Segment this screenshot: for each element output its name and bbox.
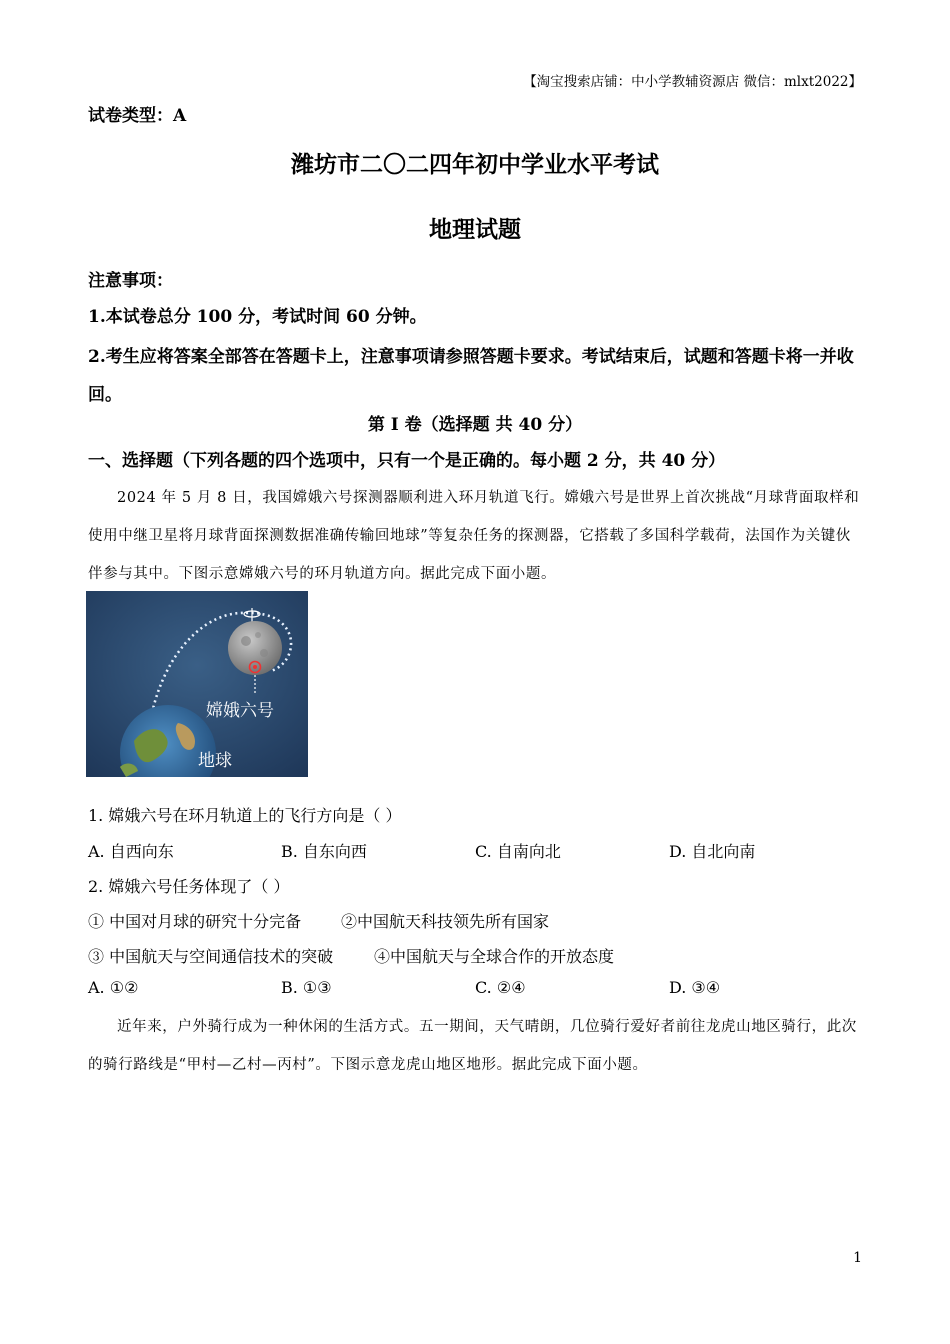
part-title: 第 I 卷（选择题 共 40 分）: [367, 415, 583, 435]
header-note: 【淘宝搜索店铺：中小学教辅资源店 微信：mlxt2022】: [523, 74, 862, 90]
notice-item-2: 2.考生应将答案全部答在答题卡上，注意事项请参照答题卡要求。考试结束后，试题和答题卡将一并收回。: [88, 347, 854, 405]
question-1-option-a: A. 自西向东: [88, 842, 174, 861]
orbit-illustration: [86, 591, 308, 777]
passage-1: 2024 年 5 月 8 日，我国嫦娥六号探测器顺利进入环月轨道飞行。嫦娥六号是世界上首次挑战“月球背面取样和使用中继卫星将月球背面探测数据准确传输回地球”等复杂任务的探测器，它搭载了多国科学载荷，法国作为关键伙伴参与其中。下图示意嫦娥六号的环月轨道方向。据此完成下面小题。: [88, 490, 860, 582]
question-2-option-a: A. ①②: [88, 978, 139, 997]
question-2-statement-1: ① 中国对月球的研究十分完备: [88, 912, 302, 931]
question-2-option-c: C. ②④: [475, 978, 526, 997]
question-1-option-d: D. 自北向南: [669, 842, 756, 861]
section-title: 一、选择题（下列各题的四个选项中，只有一个是正确的。每小题 2 分，共 40 分）: [88, 451, 726, 471]
earth-label: 地球: [198, 751, 232, 770]
notice-item-1: 1.本试卷总分 100 分，考试时间 60 分钟。: [88, 307, 427, 327]
probe-label: 嫦娥六号: [206, 701, 274, 720]
question-2-stem: 2. 嫦娥六号任务体现了（ ）: [88, 877, 290, 896]
page-number: 1: [853, 1250, 862, 1266]
question-2-option-b: B. ①③: [281, 978, 332, 997]
question-2-statement-3: ③ 中国航天与空间通信技术的突破: [88, 947, 334, 966]
question-2-statement-2: ②中国航天科技领先所有国家: [341, 912, 550, 931]
question-1-option-b: B. 自东向西: [281, 842, 367, 861]
orbit-figure: [86, 591, 308, 777]
subject-title: 地理试题: [429, 216, 521, 243]
question-2-option-d: D. ③④: [669, 978, 721, 997]
paper-type: 试卷类型：A: [88, 106, 187, 126]
exam-title: 潍坊市二〇二四年初中学业水平考试: [291, 151, 659, 178]
notice-heading: 注意事项：: [88, 271, 173, 291]
question-2-statement-4: ④中国航天与全球合作的开放态度: [374, 947, 615, 966]
question-1-option-c: C. 自南向北: [475, 842, 561, 861]
question-1-stem: 1. 嫦娥六号在环月轨道上的飞行方向是（ ）: [88, 806, 402, 825]
passage-2: 近年来，户外骑行成为一种休闲的生活方式。五一期间，天气晴朗，几位骑行爱好者前往龙虎山地区骑行，此次的骑行路线是“甲村—乙村—丙村”。下图示意龙虎山地区地形。据此完成下面小题。: [88, 1019, 857, 1073]
